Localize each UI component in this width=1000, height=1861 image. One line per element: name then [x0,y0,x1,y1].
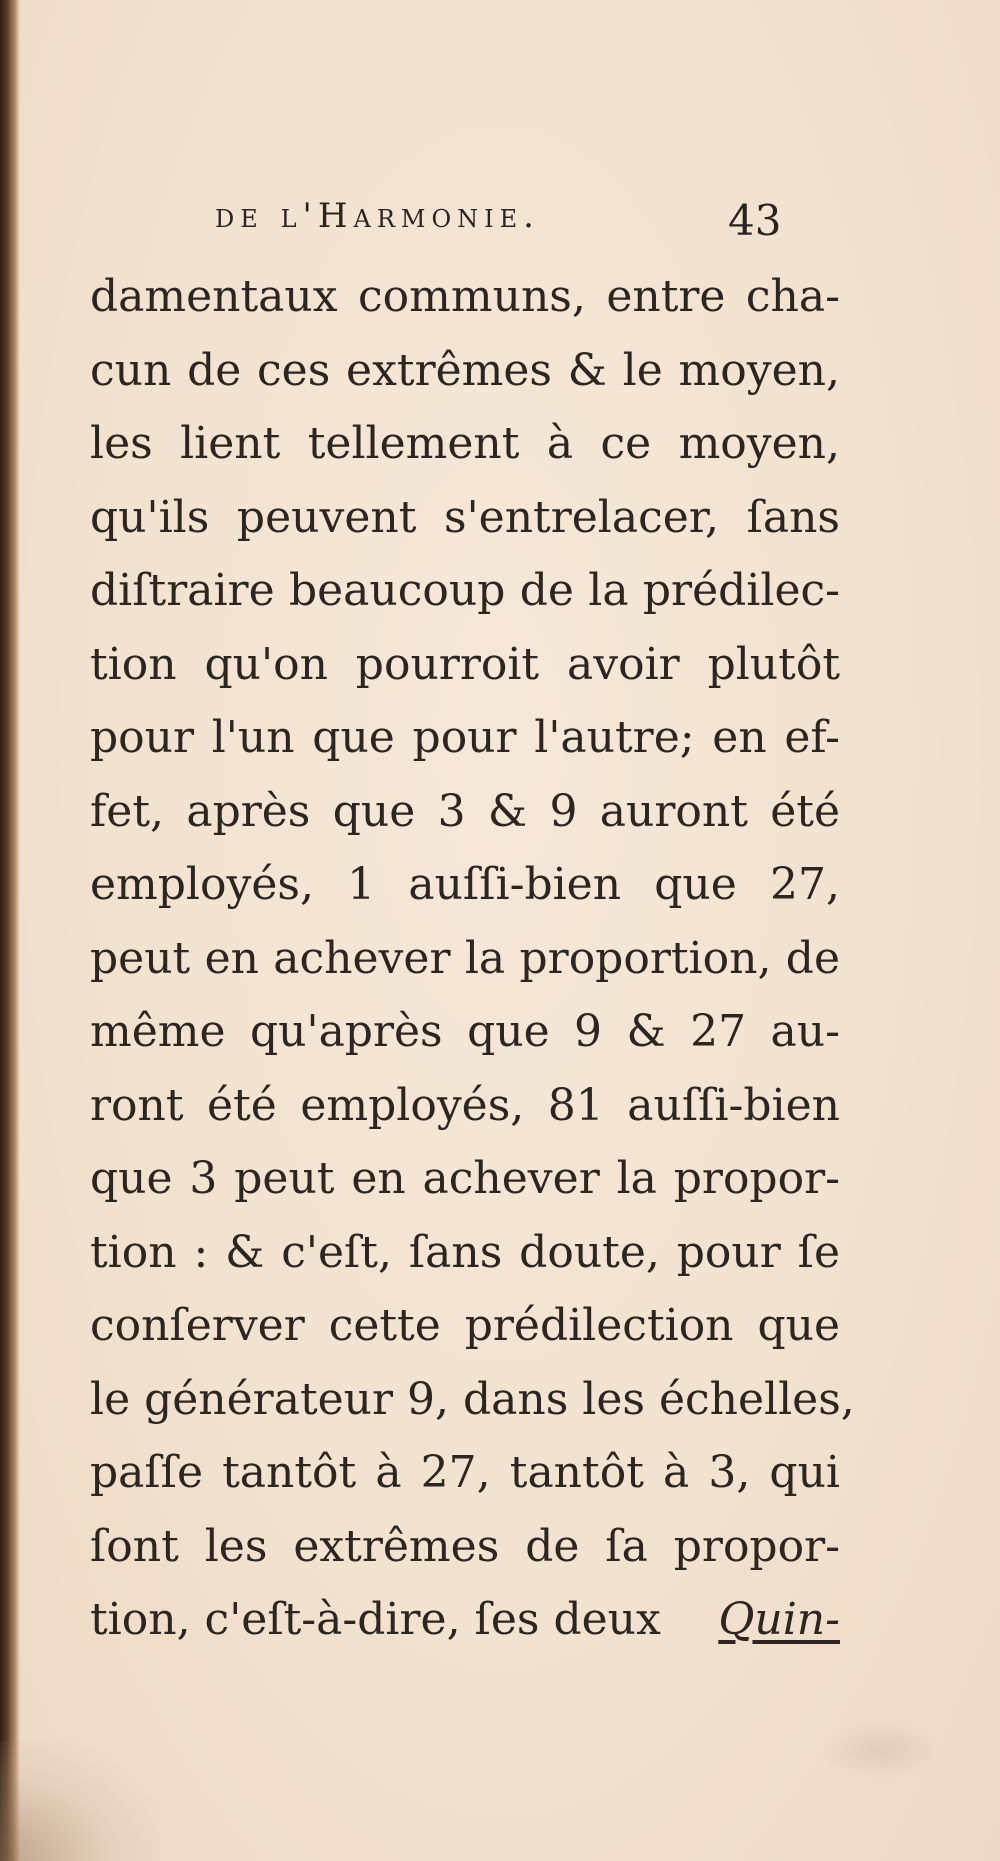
text-line: peut en achever la proportion, de [90,932,840,984]
text-line: conſerver cette prédilection que [90,1300,840,1351]
text-line: ſont les extrêmes de ſa propor- [90,1520,840,1572]
text-line: ront été employés, 81 auſſi-bien [90,1079,840,1131]
last-line-text: tion, c'eſt-à-dire, ſes deux [90,1594,661,1645]
text-line: même qu'après que 9 & 27 au- [90,1006,840,1057]
paper-stain [820,1720,940,1780]
last-line-wrap [90,1583,840,1657]
text-line: tion qu'on pourroit avoir plutôt [90,638,840,690]
text-line: tion : & c'eſt, ſans doute, pour ſe [90,1226,840,1278]
text-line: les lient tellement à ce moyen, [90,418,840,469]
text-line: damentaux communs, entre cha- [90,271,840,322]
text-line: cun de ces extrêmes & le moyen, [90,344,840,396]
paper-stain [0,1741,160,1861]
text-line: le générateur 9, dans les échelles, [90,1373,855,1425]
text-line: fet, après que 3 & 9 auront été [90,785,840,837]
running-head [0,196,1000,256]
running-title: de l'Harmonie. [215,196,540,236]
text-line: pour l'un que pour l'autre; en ef- [90,712,840,763]
text-line: que 3 peut en achever la propor- [90,1153,840,1204]
catchword: Quin- [718,1594,840,1645]
text-line: diſtraire beaucoup de la prédilec- [90,565,840,616]
text-line: employés, 1 auſſi-bien que 27, [90,859,840,910]
text-line-last [90,1583,840,1657]
book-binding-edge [0,0,20,1861]
page-number: 43 [728,196,782,245]
text-line: qu'ils peuvent s'entrelacer, ſans [90,491,840,543]
text-line: paſſe tantôt à 27, tantôt à 3, qui [90,1447,840,1498]
body-text [90,260,855,1657]
